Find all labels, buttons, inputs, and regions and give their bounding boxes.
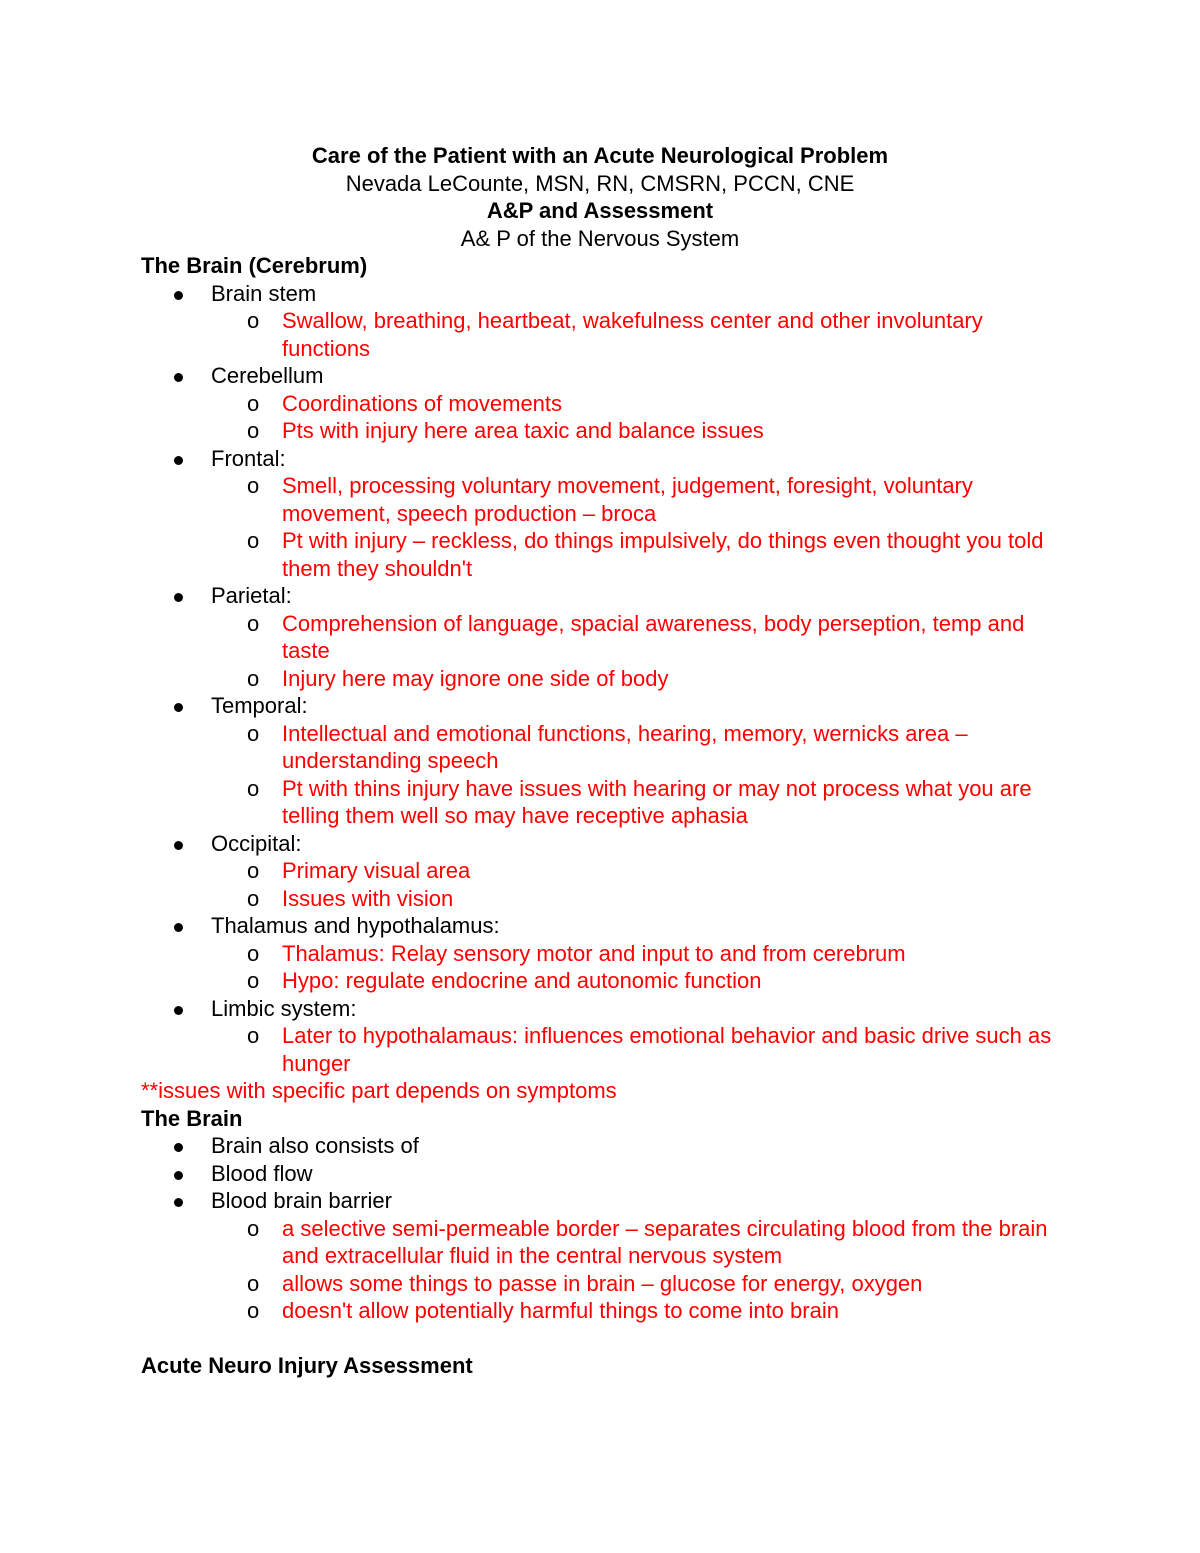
document-author: Nevada LeCounte, MSN, RN, CMSRN, PCCN, CNE xyxy=(345,170,855,196)
sub-list xyxy=(211,610,1061,693)
blank-line xyxy=(141,1325,1061,1353)
list-item-label: Thalamus and hypothalamus: xyxy=(211,913,500,938)
list-item xyxy=(141,280,1061,363)
sub-list-item xyxy=(141,940,1061,968)
list-item-label: Occipital: xyxy=(211,830,302,856)
circle-bullet-icon: o xyxy=(247,665,260,691)
sub-item-text: Injury here may ignore one side of body xyxy=(282,665,669,691)
list-item xyxy=(141,912,1061,995)
list-item-label: Brain also consists of xyxy=(211,1133,419,1158)
list-item xyxy=(141,445,1061,583)
sub-list-item xyxy=(141,390,1061,418)
sub-item-text: a selective semi-permeable border – separates circulating blood from the brain and extracellular fluid in the central nervous system xyxy=(282,1215,1048,1268)
list-item-label: Parietal: xyxy=(211,583,292,608)
sub-list-item xyxy=(141,1297,1061,1325)
list-item xyxy=(141,1187,1061,1325)
circle-bullet-icon: o xyxy=(247,390,260,416)
sub-list-item xyxy=(141,720,1061,775)
bullet-icon xyxy=(174,373,183,382)
sub-list xyxy=(211,307,1061,362)
list-item xyxy=(141,995,1061,1078)
symptoms-note: **issues with specific part depends on symptoms xyxy=(141,1078,617,1103)
sub-item-text: Later to hypothalamaus: influences emotional behavior and basic drive such as hunger xyxy=(282,1023,1052,1076)
list-item-label: Cerebellum xyxy=(211,363,324,388)
sub-item-text: Primary visual area xyxy=(282,858,471,883)
list-item xyxy=(141,1132,1061,1160)
sub-item-text: allows some things to passe in brain – glucose for energy, oxygen xyxy=(282,1270,923,1296)
bullet-icon xyxy=(174,1198,183,1207)
heading-assessment: Acute Neuro Injury Assessment xyxy=(141,1353,473,1378)
sub-list-item xyxy=(141,610,1061,665)
document-content xyxy=(141,142,1061,1380)
bullet-icon xyxy=(174,1171,183,1180)
sub-list xyxy=(211,1022,1061,1077)
sub-list xyxy=(211,1215,1061,1325)
bullet-icon xyxy=(174,593,183,602)
list-item-label: Blood flow xyxy=(211,1160,313,1186)
sub-item-text: Thalamus: Relay sensory motor and input to and from cerebrum xyxy=(282,940,906,966)
circle-bullet-icon: o xyxy=(247,1298,260,1323)
circle-bullet-icon: o xyxy=(247,858,260,883)
section-title: A& P of the Nervous System xyxy=(460,225,740,251)
bullet-icon xyxy=(174,291,183,300)
sub-item-text: Comprehension of language, spacial awareness, body perseption, temp and taste xyxy=(282,610,1025,663)
list-item-label: Limbic system: xyxy=(211,995,357,1021)
circle-bullet-icon: o xyxy=(247,1023,260,1048)
list-item-label: Temporal: xyxy=(211,693,308,718)
circle-bullet-icon: o xyxy=(247,528,260,553)
circle-bullet-icon: o xyxy=(247,885,260,911)
circle-bullet-icon: o xyxy=(247,1270,260,1296)
sub-list-item xyxy=(141,527,1061,582)
list-item-label: Blood brain barrier xyxy=(211,1188,392,1213)
list-item-label: Brain stem xyxy=(211,280,317,306)
sub-list-item xyxy=(141,307,1061,362)
circle-bullet-icon: o xyxy=(247,610,260,636)
sub-list-item xyxy=(141,1022,1061,1077)
sub-item-text: Pts with injury here area taxic and balance issues xyxy=(282,418,764,443)
document-title: Care of the Patient with an Acute Neurological Problem xyxy=(311,143,889,168)
sub-list xyxy=(211,857,1061,912)
bullet-icon xyxy=(174,1143,183,1152)
sub-list xyxy=(211,720,1061,830)
heading-brain-cerebrum: The Brain (Cerebrum) xyxy=(141,253,368,278)
heading-the-brain: The Brain xyxy=(141,1105,243,1131)
sub-list xyxy=(211,390,1061,445)
bullet-icon xyxy=(174,1006,183,1015)
list-item xyxy=(141,362,1061,445)
bullet-icon xyxy=(174,923,183,932)
sub-item-text: Pt with injury – reckless, do things impulsively, do things even thought you told them they shouldn't xyxy=(282,528,1044,581)
circle-bullet-icon: o xyxy=(247,940,260,966)
sub-list-item xyxy=(141,967,1061,995)
sub-list-item xyxy=(141,775,1061,830)
circle-bullet-icon: o xyxy=(247,308,260,333)
sub-list-item xyxy=(141,1215,1061,1270)
bullet-icon xyxy=(174,703,183,712)
cerebrum-list xyxy=(141,280,1061,1078)
list-item xyxy=(141,582,1061,692)
circle-bullet-icon: o xyxy=(247,418,260,443)
bullet-icon xyxy=(174,456,183,465)
sub-list xyxy=(211,472,1061,582)
sub-list-item xyxy=(141,857,1061,885)
circle-bullet-icon: o xyxy=(247,968,260,993)
list-item xyxy=(141,1160,1061,1188)
sub-list xyxy=(211,940,1061,995)
list-item xyxy=(141,830,1061,913)
document-subtitle: A&P and Assessment xyxy=(486,198,714,223)
sub-item-text: Issues with vision xyxy=(282,885,454,911)
sub-list-item xyxy=(141,417,1061,445)
sub-item-text: Smell, processing voluntary movement, judgement, foresight, voluntary movement, speech production – broca xyxy=(282,473,973,526)
bullet-icon xyxy=(174,841,183,850)
sub-item-text: Pt with thins injury have issues with hearing or may not process what you are telling them well so may have receptive aphasia xyxy=(282,775,1032,828)
sub-list-item xyxy=(141,665,1061,693)
sub-item-text: doesn't allow potentially harmful things to come into brain xyxy=(282,1298,839,1323)
sub-item-text: Swallow, breathing, heartbeat, wakefulness center and other involuntary functions xyxy=(282,308,983,361)
sub-item-text: Hypo: regulate endocrine and autonomic function xyxy=(282,968,762,993)
sub-item-text: Intellectual and emotional functions, hearing, memory, wernicks area – understanding speech xyxy=(282,720,968,773)
circle-bullet-icon: o xyxy=(247,720,260,746)
sub-list-item xyxy=(141,1270,1061,1298)
brain-list xyxy=(141,1132,1061,1325)
sub-list-item xyxy=(141,472,1061,527)
list-item xyxy=(141,692,1061,830)
sub-item-text: Coordinations of movements xyxy=(282,390,563,416)
circle-bullet-icon: o xyxy=(247,775,260,801)
circle-bullet-icon: o xyxy=(247,473,260,498)
list-item-label: Frontal: xyxy=(211,445,286,471)
circle-bullet-icon: o xyxy=(247,1215,260,1241)
sub-list-item xyxy=(141,885,1061,913)
